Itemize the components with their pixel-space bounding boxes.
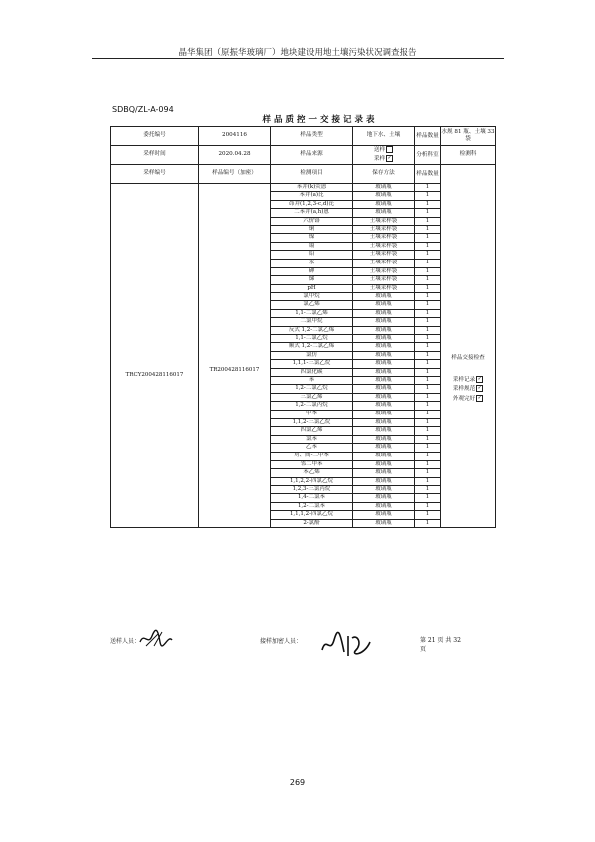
source-option-2-checkbox[interactable]: ✓: [387, 155, 392, 161]
test-item-cell: 苯并(a)芘: [271, 192, 353, 200]
check-spec-row: [441, 385, 495, 394]
test-item-cell: pH: [271, 284, 353, 292]
test-item-cell: 铅: [271, 251, 353, 259]
check-spec-checkbox[interactable]: ✓: [477, 385, 482, 392]
page-info: [420, 636, 461, 654]
sample-qty-cell: 1: [415, 402, 441, 410]
preserve-method-cell: 玻璃瓶: [353, 309, 415, 317]
sample-qty-cell: 1: [415, 368, 441, 376]
test-item-cell: 四氯化碳: [271, 368, 353, 376]
table-row: [111, 184, 496, 192]
sample-qty-cell: 1: [415, 410, 441, 418]
sample-qty-cell: 1: [415, 192, 441, 200]
preserve-method-cell: 玻璃瓶: [353, 368, 415, 376]
test-item-cell: 乙苯: [271, 444, 353, 452]
preserve-method-cell: 玻璃瓶: [353, 335, 415, 343]
preserve-method-cell: 玻璃瓶: [353, 326, 415, 334]
sample-qty-cell: 1: [415, 335, 441, 343]
receiver-signature-icon: [318, 630, 374, 660]
preserve-method-cell: 土壤采样袋: [353, 234, 415, 242]
sample-qty-cell: 1: [415, 242, 441, 250]
check-appearance-label: 外观完好: [452, 395, 476, 402]
sample-qty-cell: 1: [415, 351, 441, 359]
preserve-method-cell: 土壤采样袋: [353, 242, 415, 250]
side-check-panel: [441, 165, 496, 528]
test-item-cell: 砷: [271, 267, 353, 275]
preserve-method-cell: 玻璃瓶: [353, 301, 415, 309]
preserve-method-cell: 玻璃瓶: [353, 351, 415, 359]
row-client: [111, 127, 496, 146]
preserve-method-cell: 玻璃瓶: [353, 385, 415, 393]
sample-qty-cell: 1: [415, 376, 441, 384]
preserve-method-cell: 土壤采样袋: [353, 217, 415, 225]
test-item-cell: 苯乙烯: [271, 469, 353, 477]
header-sample-no: 样品编号（加密）: [199, 165, 271, 184]
test-item-cell: 苯并(k)荧蒽: [271, 184, 353, 192]
sample-qty-cell: 1: [415, 427, 441, 435]
report-header-title: 晶华集团（原振华玻璃厂）地块建设用地土壤污染状况调查报告: [178, 48, 417, 58]
test-item-cell: 1,1,2-三氯乙烷: [271, 418, 353, 426]
preserve-method-cell: 玻璃瓶: [353, 427, 415, 435]
sample-qty-cell: 1: [415, 234, 441, 242]
form-title: 样品质控一交接记录表: [262, 115, 378, 125]
sample-qty-cell: 1: [415, 502, 441, 510]
source-option-1-label: 送样: [373, 147, 386, 154]
label-client-no: 委托编号: [111, 127, 199, 146]
page-info-tail: 页: [420, 646, 427, 653]
sample-qty-cell: 1: [415, 418, 441, 426]
preserve-method-cell: 玻璃瓶: [353, 402, 415, 410]
sample-qty-cell: 1: [415, 225, 441, 233]
test-item-cell: 三氯乙烯: [271, 393, 353, 401]
preserve-method-cell: 玻璃瓶: [353, 435, 415, 443]
test-item-cell: 1,2-二氯乙烷: [271, 385, 353, 393]
client-no-value: 2004116: [199, 127, 271, 146]
preserve-method-cell: 玻璃瓶: [353, 494, 415, 502]
test-item-cell: 氯仿: [271, 351, 353, 359]
sample-qty-cell: 1: [415, 184, 441, 192]
test-item-cell: 1,1,1,2-四氯乙烷: [271, 511, 353, 519]
sample-qty-cell: 1: [415, 293, 441, 301]
test-item-cell: 四氯乙烯: [271, 427, 353, 435]
test-item-cell: 对、间-二甲苯: [271, 452, 353, 460]
test-item-cell: 1,1-二氯乙烯: [271, 309, 353, 317]
preserve-method-cell: 玻璃瓶: [353, 192, 415, 200]
preserve-method-cell: 土壤采样袋: [353, 259, 415, 267]
sample-qty-cell: 1: [415, 494, 441, 502]
test-item-cell: 1,2-二氯丙烷: [271, 402, 353, 410]
label-sample-source: 样品来源: [271, 146, 353, 165]
check-record-checkbox[interactable]: ✓: [477, 375, 482, 382]
row-col-headers: [111, 165, 496, 184]
preserve-method-cell: 玻璃瓶: [353, 343, 415, 351]
sample-qty-cell: 1: [415, 444, 441, 452]
sender-label: 送样人员：: [110, 638, 141, 645]
test-item-cell: 1,2-二氯苯: [271, 502, 353, 510]
test-item-cell: 氯苯: [271, 435, 353, 443]
test-item-cell: 邻二甲苯: [271, 460, 353, 468]
test-item-cell: 1,1,1-三氯乙烷: [271, 360, 353, 368]
sampling-no-value: TRCY200428116017: [111, 184, 199, 528]
preserve-method-cell: 玻璃瓶: [353, 293, 415, 301]
preserve-method-cell: 玻璃瓶: [353, 318, 415, 326]
test-item-cell: 1,4-二氯苯: [271, 494, 353, 502]
preserve-method-cell: 玻璃瓶: [353, 477, 415, 485]
preserve-method-cell: 玻璃瓶: [353, 511, 415, 519]
test-item-cell: 1,2,3-三氯丙烷: [271, 486, 353, 494]
header-test-item: 检测项目: [271, 165, 353, 184]
check-spec-label: 采样规范: [452, 386, 476, 393]
sample-qty-value: 水规 81 瓶、土壤 33 袋: [441, 127, 496, 146]
sample-qty-cell: 1: [415, 519, 441, 527]
preserve-method-cell: 玻璃瓶: [353, 452, 415, 460]
label-sample-type: 样品类型: [271, 127, 353, 146]
test-item-cell: 1,1-二氯乙烷: [271, 335, 353, 343]
check-appearance-checkbox[interactable]: ✓: [477, 394, 482, 401]
test-item-cell: 二氯甲烷: [271, 318, 353, 326]
test-item-cell: 茚并(1,2,3-c,d)芘: [271, 200, 353, 208]
header-qty: 样品数量: [415, 165, 441, 184]
row-sampling: [111, 146, 496, 165]
test-item-cell: 氯甲烷: [271, 293, 353, 301]
sample-qty-cell: 1: [415, 460, 441, 468]
sampling-time-value: 2020.04.28: [199, 146, 271, 165]
sample-qty-cell: 1: [415, 511, 441, 519]
preserve-method-cell: 玻璃瓶: [353, 209, 415, 217]
header-rule: [92, 58, 504, 59]
test-item-cell: 镉: [271, 242, 353, 250]
sample-qty-cell: 1: [415, 284, 441, 292]
header-preserve: 保存方法: [353, 165, 415, 184]
test-item-cell: 反式 1,2-二氯乙烯: [271, 326, 353, 334]
preserve-method-cell: 玻璃瓶: [353, 376, 415, 384]
test-item-cell: 锑: [271, 276, 353, 284]
preserve-method-cell: 玻璃瓶: [353, 200, 415, 208]
analysis-dept-value: 检测科: [441, 146, 496, 165]
test-item-cell: 铜: [271, 225, 353, 233]
test-item-cell: 六价铬: [271, 217, 353, 225]
sample-qty-cell: 1: [415, 477, 441, 485]
preserve-method-cell: 玻璃瓶: [353, 460, 415, 468]
sample-qty-cell: 1: [415, 435, 441, 443]
sample-qty-cell: 1: [415, 326, 441, 334]
record-table-wrap: [110, 126, 495, 528]
signature-row: [110, 632, 500, 662]
header-sampling-no: 采样编号: [111, 165, 199, 184]
sample-qty-cell: 1: [415, 276, 441, 284]
sample-qty-cell: 1: [415, 393, 441, 401]
source-option-2-label: 采样: [373, 156, 386, 162]
receiver-label: 接样加密人员：: [260, 638, 303, 645]
sample-qty-cell: 1: [415, 343, 441, 351]
test-item-cell: 氯乙烯: [271, 301, 353, 309]
sample-qty-cell: 1: [415, 301, 441, 309]
sample-source-options: [353, 146, 415, 165]
check-title: 样品交接检查: [451, 355, 485, 361]
label-sampling-time: 采样时间: [111, 146, 199, 165]
sample-qty-cell: 1: [415, 200, 441, 208]
page-number: 269: [289, 778, 306, 787]
test-item-cell: 1,1,2,2-四氯乙烷: [271, 477, 353, 485]
preserve-method-cell: 玻璃瓶: [353, 393, 415, 401]
sample-qty-cell: 1: [415, 267, 441, 275]
preserve-method-cell: 玻璃瓶: [353, 486, 415, 494]
preserve-method-cell: 玻璃瓶: [353, 469, 415, 477]
preserve-method-cell: 玻璃瓶: [353, 418, 415, 426]
sample-qty-cell: 1: [415, 309, 441, 317]
preserve-method-cell: 土壤采样袋: [353, 284, 415, 292]
preserve-method-cell: 玻璃瓶: [353, 519, 415, 527]
sample-qty-cell: 1: [415, 217, 441, 225]
sample-type-value: 地下水、土壤: [353, 127, 415, 146]
label-analysis-dept: 分析科室: [415, 146, 441, 165]
preserve-method-cell: 土壤采样袋: [353, 251, 415, 259]
preserve-method-cell: 玻璃瓶: [353, 410, 415, 418]
label-sample-qty: 样品数量: [415, 127, 441, 146]
sample-qty-cell: 1: [415, 209, 441, 217]
sample-qty-cell: 1: [415, 251, 441, 259]
test-item-cell: 镍: [271, 234, 353, 242]
preserve-method-cell: 玻璃瓶: [353, 360, 415, 368]
record-table: [110, 126, 496, 528]
sender-signature-icon: [138, 628, 174, 650]
preserve-method-cell: 土壤采样袋: [353, 276, 415, 284]
page-info-text: 第 21 页 共 32: [420, 637, 461, 644]
preserve-method-cell: 玻璃瓶: [353, 502, 415, 510]
test-item-cell: 顺式 1,2-二氯乙烯: [271, 343, 353, 351]
preserve-method-cell: 玻璃瓶: [353, 444, 415, 452]
test-item-cell: 2-氯酚: [271, 519, 353, 527]
sample-qty-cell: 1: [415, 318, 441, 326]
form-code: SDBQ/ZL-A-094: [112, 105, 174, 114]
check-appearance-row: [441, 395, 495, 404]
sample-qty-cell: 1: [415, 360, 441, 368]
check-record-row: [441, 376, 495, 385]
sample-no-value: TR200428116017: [199, 184, 271, 528]
source-option-1-checkbox[interactable]: [386, 146, 393, 153]
preserve-method-cell: 土壤采样袋: [353, 267, 415, 275]
sample-qty-cell: 1: [415, 452, 441, 460]
test-item-cell: 二苯并(a,h)蒽: [271, 209, 353, 217]
sample-qty-cell: 1: [415, 486, 441, 494]
check-record-label: 采样记录: [452, 376, 476, 383]
test-item-cell: 苯: [271, 376, 353, 384]
sample-qty-cell: 1: [415, 469, 441, 477]
preserve-method-cell: 土壤采样袋: [353, 225, 415, 233]
test-item-cell: 汞: [271, 259, 353, 267]
sample-qty-cell: 1: [415, 385, 441, 393]
test-item-cell: 甲苯: [271, 410, 353, 418]
sample-qty-cell: 1: [415, 259, 441, 267]
preserve-method-cell: 玻璃瓶: [353, 184, 415, 192]
